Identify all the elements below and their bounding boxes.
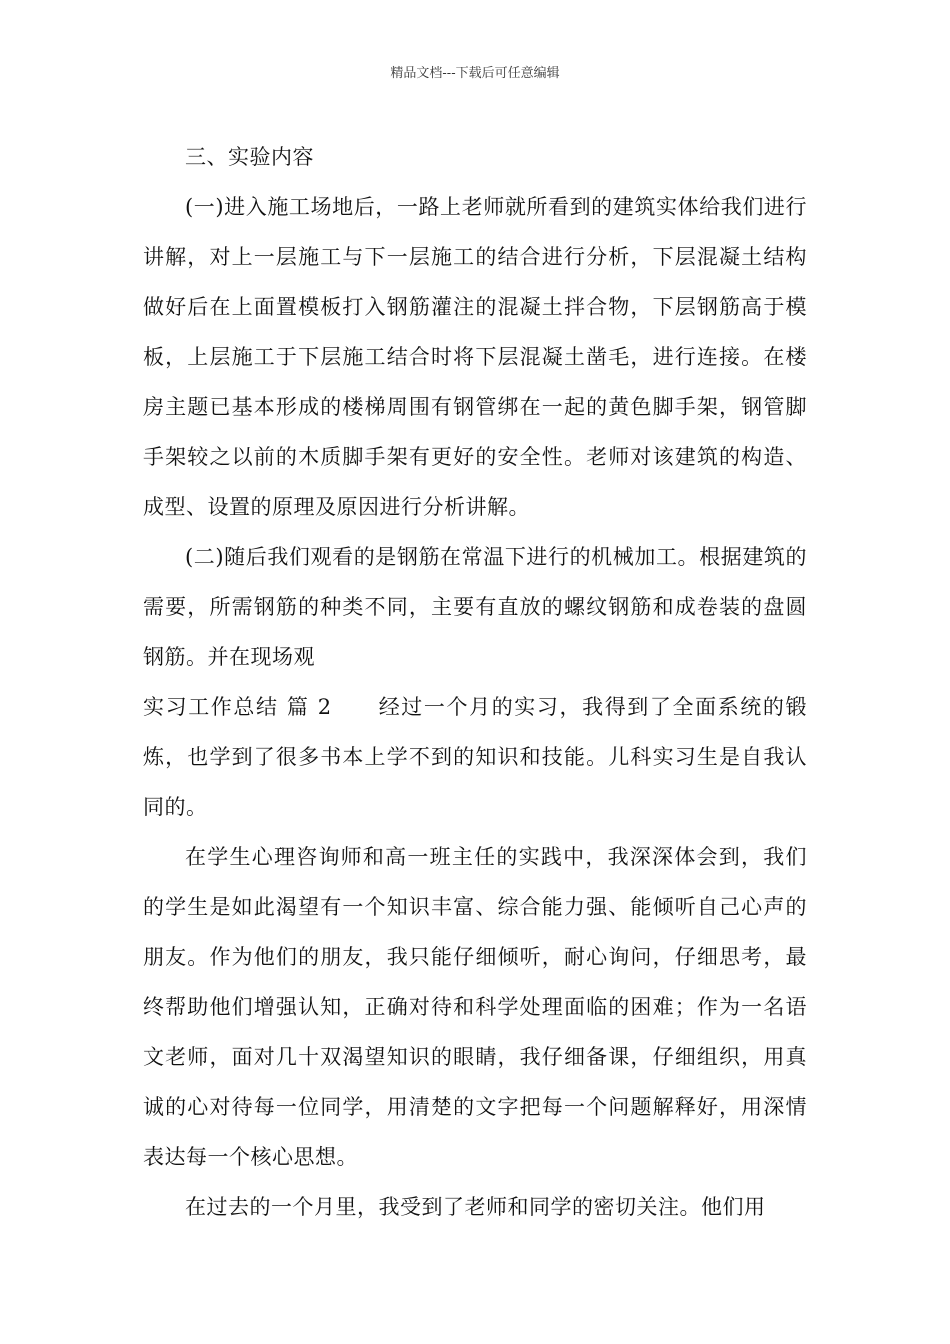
section-paragraph-2: (二)随后我们观看的是钢筋在常温下进行的机械加工。根据建筑的需要，所需钢筋的种类不同，主要有直放的螺纹钢筋和成卷装的盘圆钢筋。并在现场观 bbox=[143, 545, 807, 669]
summary-title: 实习工作总结 篇 2 bbox=[143, 695, 332, 719]
section-heading: 三、实验内容 bbox=[185, 145, 314, 169]
document-body bbox=[143, 132, 807, 1232]
section-paragraph-1: (一)进入施工场地后，一路上老师就所看到的建筑实体给我们进行讲解，对上一层施工与下一层施工的结合进行分析，下层混凝土结构做好后在上面置模板打入钢筋灌注的混凝土拌合物，下层钢筋高于模板，上层施工于下层施工结合时将下层混凝土凿毛，进行连接。在楼房主题已基本形成的楼梯周围有钢管绑在一起的黄色脚手架，钢管脚手架较之以前的木质脚手架有更好的安全性。老师对该建筑的构造、成型、设置的原理及原因进行分析讲解。 bbox=[143, 195, 807, 519]
summary-intro: 经过一个月的实习，我得到了全面系统的锻炼，也学到了很多书本上学不到的知识和技能。儿科实习生是自我认同的。 bbox=[143, 695, 807, 819]
summary-intro-paragraph bbox=[143, 682, 807, 832]
page-header: 精品文档---下载后可任意编辑 bbox=[390, 66, 560, 81]
summary-paragraph-2: 在过去的一个月里，我受到了老师和同学的密切关注。他们用 bbox=[185, 1195, 766, 1219]
summary-paragraph-1: 在学生心理咨询师和高一班主任的实践中，我深深体会到，我们的学生是如此渴望有一个知识丰富、综合能力强、能倾听自己心声的朋友。作为他们的朋友，我只能仔细倾听，耐心询问，仔细思考，最终帮助他们增强认知，正确对待和科学处理面临的困难；作为一名语文老师，面对几十双渴望知识的眼睛，我仔细备课，仔细组织，用真诚的心对待每一位同学，用清楚的文字把每一个问题解释好，用深情表达每一个核心思想。 bbox=[143, 845, 807, 1169]
